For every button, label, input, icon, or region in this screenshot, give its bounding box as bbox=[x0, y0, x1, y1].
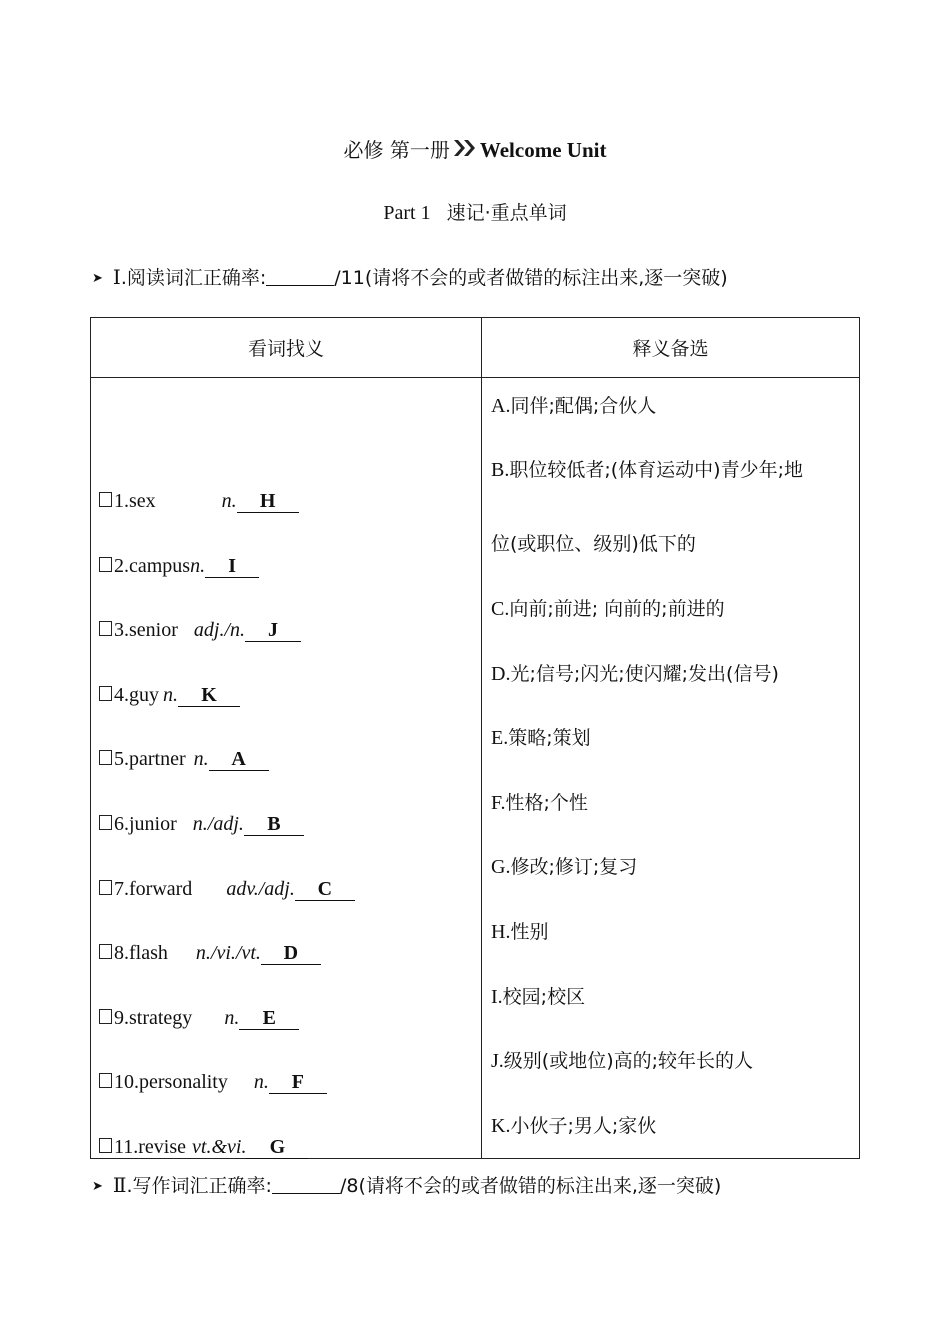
word-item: 4.guy n. K bbox=[99, 681, 240, 709]
section-1-prefix: .阅读词汇正确率: bbox=[120, 267, 267, 289]
section-1-suffix: /11(请将不会的或者做错的标注出来,逐一突破) bbox=[334, 267, 728, 289]
triangle-bullet-icon: ➤ bbox=[92, 1178, 103, 1193]
word-item: 11.revise vt.&vi. G bbox=[99, 1133, 308, 1161]
definition-item: H.性别 bbox=[491, 921, 549, 943]
score-blank[interactable] bbox=[272, 1173, 340, 1194]
answer-blank[interactable]: D bbox=[261, 942, 321, 965]
word-item: 9.strategy n. E bbox=[99, 1004, 299, 1032]
section-2-suffix: /8(请将不会的或者做错的标注出来,逐一突破) bbox=[339, 1175, 722, 1197]
checkbox[interactable] bbox=[99, 750, 112, 765]
definition-item: A.同伴;配偶;合伙人 bbox=[491, 395, 657, 417]
vocab-table bbox=[90, 317, 860, 1159]
word-item: 5.partner n. A bbox=[99, 745, 269, 773]
col-header-definitions: 释义备选 bbox=[482, 318, 860, 378]
page-title bbox=[0, 132, 950, 170]
checkbox[interactable] bbox=[99, 1138, 112, 1153]
checkbox[interactable] bbox=[99, 815, 112, 830]
checkbox[interactable] bbox=[99, 1073, 112, 1088]
checkbox[interactable] bbox=[99, 944, 112, 959]
section-1-heading bbox=[92, 262, 728, 294]
answer-blank[interactable]: F bbox=[269, 1071, 327, 1094]
double-chevron-icon bbox=[452, 134, 478, 170]
definition-item: K.小伙子;男人;家伙 bbox=[491, 1115, 657, 1137]
answer-blank[interactable]: H bbox=[237, 490, 299, 513]
checkbox[interactable] bbox=[99, 621, 112, 636]
section-1-numeral: Ⅰ bbox=[112, 267, 121, 289]
unit-name: Welcome Unit bbox=[479, 138, 607, 162]
answer-blank[interactable]: K bbox=[178, 684, 240, 707]
definition-item: I.校园;校区 bbox=[491, 986, 586, 1008]
definition-item: G.修改;修订;复习 bbox=[491, 856, 638, 878]
checkbox[interactable] bbox=[99, 492, 112, 507]
checkbox[interactable] bbox=[99, 557, 112, 572]
word-item: 7.forward adv./adj. C bbox=[99, 875, 355, 903]
definition-item: 位(或职位、级别)低下的 bbox=[491, 533, 696, 555]
section-2-numeral: Ⅱ bbox=[112, 1175, 127, 1197]
score-blank[interactable] bbox=[266, 265, 334, 286]
triangle-bullet-icon: ➤ bbox=[92, 270, 103, 285]
definition-item: E.策略;策划 bbox=[491, 727, 591, 749]
definition-item: C.向前;前进; 向前的;前进的 bbox=[491, 598, 725, 620]
word-item: 8.flash n./vi./vt. D bbox=[99, 939, 321, 967]
word-item: 10.personality n. F bbox=[99, 1068, 327, 1096]
checkbox[interactable] bbox=[99, 880, 112, 895]
word-item: 2.campusn. I bbox=[99, 552, 259, 580]
definitions-cell bbox=[482, 378, 860, 1159]
book-name: 必修 第一册 bbox=[343, 138, 450, 162]
section-2-heading bbox=[92, 1170, 721, 1202]
definition-item: F.性格;个性 bbox=[491, 792, 588, 814]
col-header-words: 看词找义 bbox=[91, 318, 482, 378]
answer-blank[interactable]: B bbox=[244, 813, 304, 836]
part-heading bbox=[0, 197, 950, 229]
answer-blank[interactable]: E bbox=[239, 1007, 299, 1030]
answer-blank[interactable]: I bbox=[205, 555, 259, 578]
answer-blank[interactable]: G bbox=[246, 1136, 308, 1159]
checkbox[interactable] bbox=[99, 686, 112, 701]
section-2-prefix: .写作词汇正确率: bbox=[126, 1175, 272, 1197]
definition-item: J.级别(或地位)高的;较年长的人 bbox=[491, 1050, 754, 1072]
answer-blank[interactable]: J bbox=[245, 619, 301, 642]
answer-blank[interactable]: A bbox=[209, 748, 269, 771]
definition-item: B.职位较低者;(体育运动中)青少年;地 bbox=[491, 459, 803, 481]
checkbox[interactable] bbox=[99, 1009, 112, 1024]
word-item: 1.sex n. H bbox=[99, 487, 299, 515]
answer-blank[interactable]: C bbox=[295, 878, 355, 901]
word-item: 6.junior n./adj. B bbox=[99, 810, 304, 838]
part-label: Part 1 bbox=[383, 202, 431, 224]
word-item: 3.senior adj./n. J bbox=[99, 616, 301, 644]
part-title: 速记·重点单词 bbox=[446, 202, 567, 224]
definition-item: D.光;信号;闪光;使闪耀;发出(信号) bbox=[491, 663, 779, 685]
words-cell bbox=[91, 378, 482, 1159]
